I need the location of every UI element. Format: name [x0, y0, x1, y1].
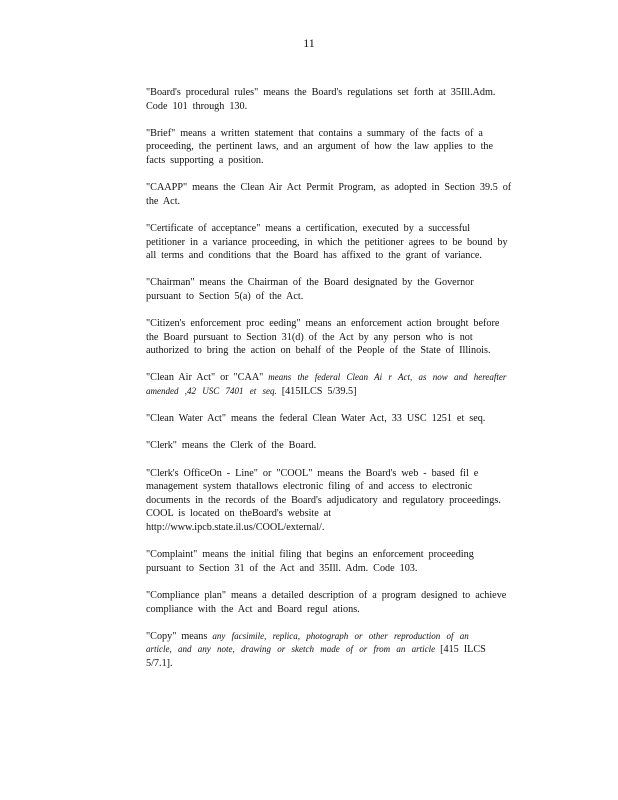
definition-line: "Board's procedural rules" means the Board's regulations set forth at 35Ill.Adm.	[146, 87, 496, 98]
definition-term: "Copy" means	[146, 630, 208, 642]
definition-line: all terms and conditions that the Board has affixed to the grant of variance.	[146, 250, 482, 262]
definition-line: petitioner in a variance proceeding, in which the petitioner agrees to be bound by	[146, 236, 508, 248]
definition-citation: [415 ILCS	[440, 644, 486, 656]
definition-line: "Compliance plan" means a detailed description of a program designed to achieve	[146, 589, 507, 601]
definition-complaint	[146, 548, 542, 575]
definition-line: "Brief" means a written statement that contains a summary of the facts of a	[146, 127, 483, 139]
definition-line: "Chairman" means the Chairman of the Board designated by the Governor	[146, 277, 474, 289]
definition-url: http://www.ipcb.state.il.us/COOL/external/.	[146, 522, 325, 533]
definition-line: management system thatallows electronic filing of and access to electronic	[146, 481, 473, 493]
definition-line: documents in the records of the Board's adjudicatory and regulatory proceedings.	[146, 494, 501, 506]
definition-certificate-of-acceptance	[146, 222, 542, 263]
definition-line: "Complaint" means the initial filing that begins an enforcement proceeding	[146, 549, 474, 561]
definitions-list	[146, 86, 542, 684]
definition-line: "CAAPP" means the Clean Air Act Permit Program, as adopted in Section 39.5 of	[146, 182, 512, 194]
definition-compliance-plan	[146, 589, 542, 616]
definition-citation: 5/7.1].	[146, 657, 173, 669]
definition-italic-text: means the federal Clean Ai r Act, as now and hereafter	[268, 372, 507, 383]
definition-line: pursuant to Section 5(a) of the Act.	[146, 290, 304, 302]
definition-copy	[146, 630, 542, 671]
definition-chairman	[146, 276, 542, 303]
definition-line: COOL is located on theBoard's website at	[146, 508, 332, 520]
definition-line: "Certificate of acceptance" means a certification, executed by a successful	[146, 222, 471, 234]
definition-line: "Clean Water Act" means the federal Clean Water Act, 33 USC 1251 et seq.	[146, 413, 486, 425]
definition-italic-text: any facsimile, replica, photograph or other reproduction of an	[212, 630, 469, 641]
definition-italic-text: amended ,42 USC 7401 et seq.	[146, 386, 277, 397]
definition-clerk	[146, 439, 542, 453]
definition-clean-water-act	[146, 412, 542, 426]
definition-line: authorized to bring the action on behalf of the People of the State of Illinois.	[146, 345, 491, 357]
definition-line: Code 101 through 130.	[146, 100, 248, 112]
definition-line: "Citizen's enforcement proc eeding" means an enforcement action brought before	[146, 318, 500, 330]
definition-term: "Clean Air Act" or "CAA"	[146, 372, 264, 384]
definition-italic-text: article, and any note, drawing or sketch made of or from an article	[146, 644, 436, 655]
definition-line: facts supporting a position.	[146, 154, 264, 166]
definition-line: pursuant to Section 31 of the Act and 35Ill. Adm. Code 103.	[146, 562, 418, 574]
page-number: 11	[303, 36, 315, 50]
definition-citizens-enforcement-proceeding	[146, 317, 542, 358]
definition-line: the Board pursuant to Section 31(d) of the Act by any person who is not	[146, 331, 473, 343]
definition-line: proceeding, the pertinent laws, and an argument of how the law applies to the	[146, 141, 494, 153]
definition-boards-procedural-rules	[146, 86, 542, 113]
definition-brief	[146, 127, 542, 168]
definition-clerks-office-on-line	[146, 467, 542, 535]
definition-caapp	[146, 181, 542, 208]
definition-line: compliance with the Act and Board regul ations.	[146, 603, 360, 615]
definition-clean-air-act	[146, 371, 542, 398]
definition-line: the Act.	[146, 195, 181, 207]
definition-citation: [415ILCS 5/39.5]	[281, 386, 357, 398]
definition-line: "Clerk's OfficeOn - Line" or "COOL" means the Board's web - based fil e	[146, 467, 479, 479]
definition-line: "Clerk" means the Clerk of the Board.	[146, 440, 317, 452]
